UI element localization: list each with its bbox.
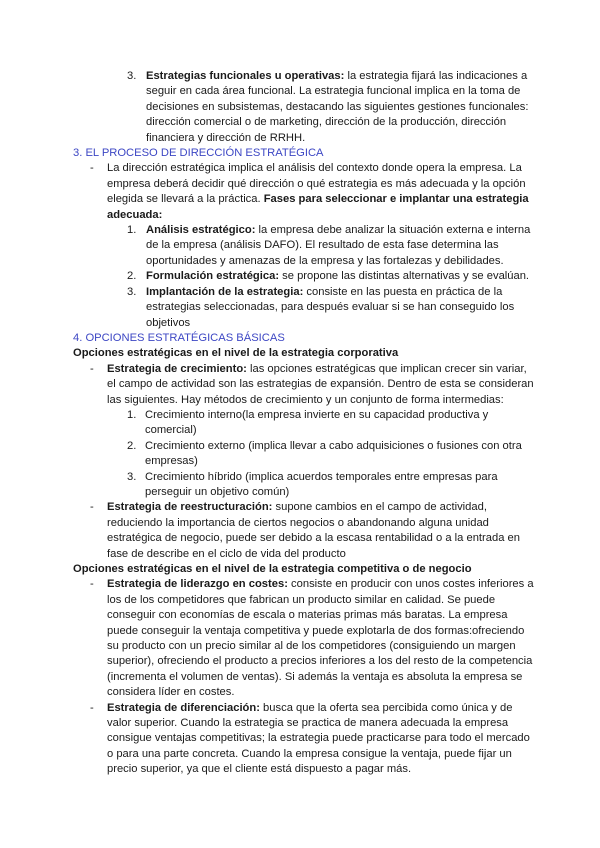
list-number: 3. bbox=[127, 70, 137, 82]
growth-item bbox=[0, 408, 600, 439]
subheading-competitive: Opciones estratégicas en el nivel de la estrategia competitiva o de negocio bbox=[73, 563, 472, 575]
item-body: supone cambios en el campo de actividad, reduciendo la importancia de ciertos negocios o abandonando alguna unidad estratégica de negocio, puede ser debido a la escasa rentabilidad o a la entrada en fase de describe en el ciclo de vida del producto bbox=[107, 501, 520, 560]
list-number: 1. bbox=[127, 224, 137, 237]
item-body: las opciones estratégicas que implican crecer sin variar, el campo de actividad son las estrategias de expansión. Dentro de esta se consideran las siguientes. Hay métodos de crecimiento y un conjunto de forma intermedias: bbox=[107, 362, 534, 406]
bullet-dash: - bbox=[90, 701, 94, 714]
list-text: Crecimiento híbrido (implica acuerdos temporales entre empresas para perseguir un objetivo común) bbox=[145, 470, 498, 498]
bullet-text bbox=[107, 362, 535, 408]
phase-item bbox=[0, 269, 600, 284]
bullet-text bbox=[107, 577, 535, 700]
list-number: 2. bbox=[127, 439, 137, 452]
process-bullet bbox=[0, 161, 600, 223]
item-title: Estrategias funcionales u operativas: bbox=[146, 70, 345, 82]
list-text bbox=[146, 285, 533, 331]
list-text bbox=[146, 223, 533, 269]
growth-bullet bbox=[0, 362, 600, 408]
list-number: 2. bbox=[127, 270, 137, 283]
item-title: Análisis estratégico: bbox=[146, 224, 256, 237]
bullet-bold: Fases para seleccionar e implantar una estrategia adecuada: bbox=[107, 193, 529, 221]
item-title: Estrategia de liderazgo en costes: bbox=[107, 578, 288, 591]
item-body: busca que la oferta sea percibida como única y de valor superior. Cuando la estrategia se practica de manera adecuada la empresa consigue ventajas competitivas; la estrategia puede practicarse para todo el mercado o para una parte concreta. Cuando la empresa consigue la ventaja, puede fijar un precio superior, ya que el cliente está dispuesto a pagar más. bbox=[107, 701, 530, 776]
list-text bbox=[146, 269, 533, 284]
item-title: Estrategia de diferenciación: bbox=[107, 701, 260, 714]
bullet-body: La dirección estratégica implica el análisis del contexto donde opera la empresa. La empresa deberá decidir qué dirección o qué estrategia es más adecuada y la opción elegida se llevará a la práctica. bbox=[107, 162, 526, 206]
bullet-text bbox=[107, 161, 535, 223]
item-title: Estrategia de reestructuración: bbox=[107, 501, 273, 514]
list-number: 3. bbox=[127, 470, 137, 483]
list-text: Crecimiento externo (implica llevar a cabo adquisiciones o fusiones con otra empresas) bbox=[145, 439, 522, 468]
subheading-corporate: Opciones estratégicas en el nivel de la estrategia corporativa bbox=[73, 347, 399, 360]
section-heading-process: 3. EL PROCESO DE DIRECCIÓN ESTRATÉGICA bbox=[73, 147, 324, 160]
list-number: 1. bbox=[127, 408, 137, 421]
bullet-dash: - bbox=[90, 362, 94, 375]
bullet-dash: - bbox=[90, 501, 94, 514]
bullet-dash: - bbox=[90, 578, 94, 591]
item-title: Formulación estratégica: bbox=[146, 270, 280, 283]
list-number: 3. bbox=[127, 285, 137, 298]
list-text: Crecimiento interno(la empresa invierte en su capacidad productiva y comercial) bbox=[145, 408, 489, 437]
item-body: consiste en producir con unos costes inferiores a los de los competidores que fabrican un producto similar en calidad. Se puede conseguir con economías de escala o materias primas más baratas. La empresa puede conseguir la ventaja competitiva y puede explotarla de dos formas:ofreciendo su producto con un precio similar al de los competidores (consiguiendo un margen superior), ofreciendo el producto a precios inferiores a los del resto de la competencia (incrementa el volumen de ventas). Si además la ventaja es absoluta la empresa se considera líder en costes. bbox=[107, 578, 534, 699]
phase-item bbox=[0, 223, 600, 269]
section-heading-options: 4. OPCIONES ESTRATÉGICAS BÁSICAS bbox=[73, 331, 285, 344]
cost-leadership-bullet bbox=[0, 577, 600, 700]
item-title: Estrategia de crecimiento: bbox=[107, 362, 247, 375]
phase-item bbox=[0, 285, 600, 331]
growth-item bbox=[0, 439, 600, 470]
functional-strategies-item bbox=[0, 69, 600, 146]
item-title: Implantación de la estrategia: bbox=[146, 285, 304, 298]
item-body: consiste en las puesta en práctica de la estrategias seleccionadas, para después evaluar si se han conseguido los objetivos bbox=[146, 285, 515, 329]
list-text bbox=[146, 69, 537, 146]
item-body: la estrategia fijará las indicaciones a seguir en cada área funcional. La estrategia funcional implica en la toma de decisiones en subsistemas, destacando las siguientes gestiones funcionales: dirección comercial o de marketing, dirección de la producción, dirección financiera y dirección de RRHH. bbox=[146, 70, 529, 144]
differentiation-bullet bbox=[0, 701, 600, 778]
item-body: se propone las distintas alternativas y se evalúan. bbox=[279, 270, 530, 283]
item-body: la empresa debe analizar la situación externa e interna de la empresa (análisis DAFO). El resultado de esta fase determina las oportunidades y amenazas de la empresa y las fortalezas y debilidades. bbox=[146, 224, 531, 267]
bullet-dash: - bbox=[90, 162, 94, 175]
bullet-text bbox=[107, 701, 535, 778]
restructuring-bullet bbox=[0, 500, 600, 562]
growth-item bbox=[0, 470, 600, 501]
bullet-text bbox=[107, 500, 535, 562]
